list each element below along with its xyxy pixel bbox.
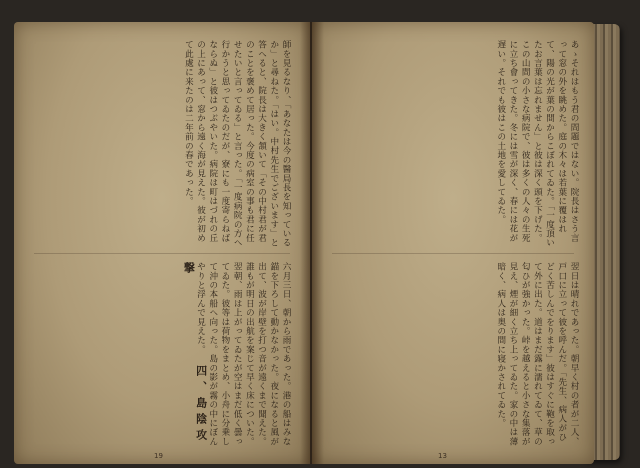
left-lower-text [36,262,292,448]
right-page [312,22,594,464]
left-upper-body: 師を見るなり、「あなたは今の醫局長を知っているか」と尋ねた。「はい。中村先生でございます」と答へると、院長は大きく頷いて「その中村君が君のことを褒めて居った。今度の病室の事も君に任せたいと言ってゐる」と言った。「一度病院の方へ行かうと思ってゐたのだが、寮にも一度寄らねばならぬ」と彼はつぶやいた。病院は町はづれの丘の上にあって、窓から遠く海が見えた。彼が初めて此處に来たのは二年前の春であった。 [183,40,291,248]
left-lower-body: 六月三日、朝から雨であった。港の船はみな錨を下ろして動かなかった。夜になると風が出て、波が岸壁を打つ音が遠くまで聞えた。誰もが明日の出航を案じて早く床についた。翌朝、雨は上がってゐたが空はまだ低く曇ってゐた。彼等は荷物をまとめ、小舟に分乗して沖の本船へ向った。島の影が霧の中にぼんやりと浮んで見えた。 [195,262,291,446]
section-heading: 四、島陰攻撃 [182,262,208,445]
right-section-divider [332,253,574,254]
left-page [14,22,310,464]
left-section-divider [34,253,290,254]
left-upper-text [36,40,292,248]
right-page-number: 13 [438,452,447,460]
right-lower-text [330,262,580,448]
open-book [14,10,624,462]
right-upper-text [330,40,580,248]
right-upper-body: あゝそれはもう君の問題ではない。院長はさう言って窓の外を眺めた。庭の木々は若葉に覆はれて、陽の光が葉の間からこぼれてゐた。「一度頂いたお言葉は忘れません」と彼は深く頭を下げた。この山間の小さな病院で、彼は多くの人々の生死に立ち會ってきた。冬には雪が深く、春には花が遅い。それでも彼はこの土地を愛してゐた。 [495,40,579,248]
left-page-number: 19 [154,452,163,460]
right-lower-body: 翌日は晴れであった。朝早く村の者が二人、戸口に立って彼を呼んだ。「先生、病人がひどく苦しんでをります」彼はすぐに鞄を取って外に出た。道はまだ露に濡れてゐて、草の匂ひが強かった。峠を越えると小さな集落が見え、煙が細く立ち上ってゐた。家の中は薄暗く、病人は奥の間に寝かされてゐた。 [495,262,579,446]
